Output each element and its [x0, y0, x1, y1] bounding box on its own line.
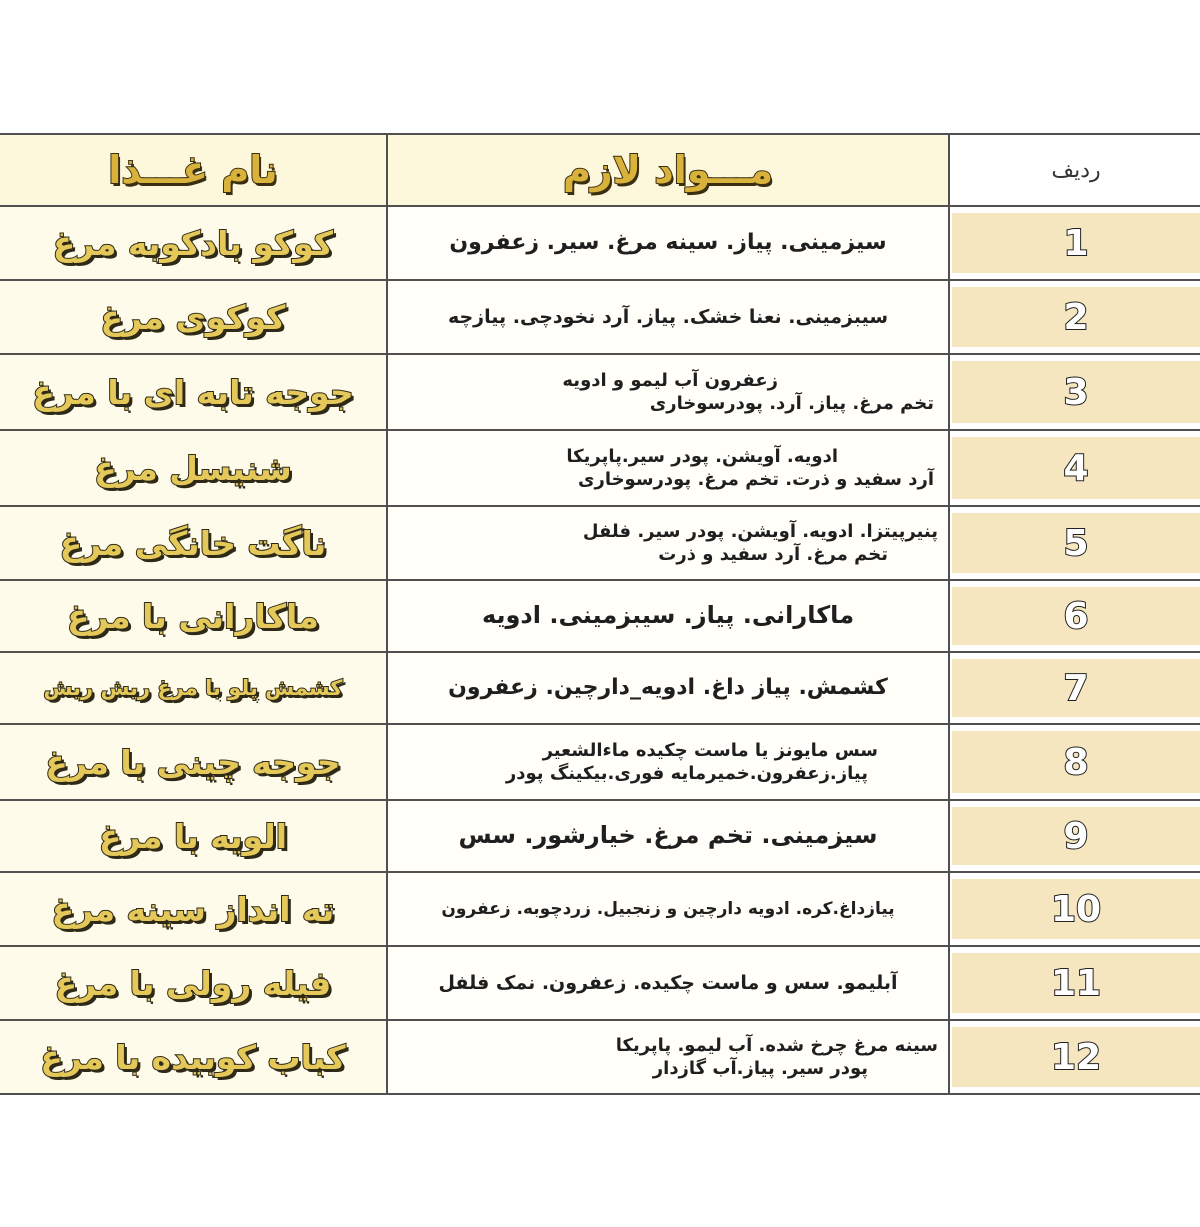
ingredients [398, 305, 938, 330]
table-row [0, 205, 1200, 279]
row-number: 7 [1063, 667, 1089, 709]
dish-name: ماکارانی با مرغ [67, 596, 319, 636]
table-row [0, 1019, 1200, 1093]
ingredients [398, 898, 938, 920]
ingredients [398, 600, 938, 631]
ingredients [398, 1034, 938, 1081]
ingredients [398, 820, 938, 851]
ingredients-line: سس مایونز یا ماست چکیده ما‌ءالشعیر [542, 739, 878, 761]
header-ingredients: مـــواد لازم [562, 148, 774, 192]
table-row [0, 723, 1200, 799]
header-ingredients-cell [388, 135, 950, 205]
row-number: 3 [1063, 371, 1089, 413]
table-row [0, 429, 1200, 505]
row-number: 4 [1063, 447, 1089, 489]
table-row [0, 799, 1200, 871]
ingredients-line: پودر سیر. پیاز.آب گازدار [652, 1058, 868, 1079]
ingredients [398, 674, 938, 703]
dish-name: ته انداز سینه مرغ [51, 889, 335, 929]
ingredients-line: سیزمینی. تخم مرغ. خیارشور. سس [458, 821, 878, 850]
ingredients-line: آرد سفید و ذرت. تخم مرغ. پودرسوخاری [577, 469, 934, 490]
table-header-row [0, 135, 1200, 205]
ingredients [398, 229, 938, 258]
row-number: 2 [1063, 296, 1089, 338]
dish-name: جوجه چینی با مرغ [45, 742, 341, 782]
ingredients [398, 445, 938, 492]
header-dish-name: نام غـــذا [108, 148, 278, 192]
ingredients-line: سیزمینی. پیاز. سینه مرغ. سیر. زعفرون [449, 229, 887, 255]
header-row-number-cell [950, 135, 1200, 205]
dish-name: کشمش پلو با مرغ ریش ریش [43, 676, 343, 700]
dish-name: کباب کوبیده با مرغ [40, 1037, 346, 1077]
ingredients [398, 369, 938, 416]
dish-name: ناگت خانگی مرغ [59, 523, 327, 563]
table-row [0, 945, 1200, 1019]
table-row [0, 651, 1200, 723]
ingredients-line: پنیرپیتزا. ادویه. آویشن. پودر سیر. فلفل [582, 520, 938, 542]
ingredients-line: پیاز.زعفرون.خمیرمایه فوری.بیکینگ پودر [505, 763, 868, 784]
ingredients-line: پیازداغ.کره. ادویه دارچین و زنجبیل. زردچوبه. زعفرون [441, 898, 895, 919]
dish-name: کوکو بادکوبه مرغ [52, 223, 334, 263]
table-row [0, 871, 1200, 945]
row-number: 10 [1050, 888, 1102, 930]
ingredients-line: تخم مرغ. پیاز. آرد. پودرسوخاری [649, 393, 934, 414]
ingredients-line: تخم مرغ. آرد سفید و ذرت [658, 544, 888, 565]
dish-name: جوجه تابه ای با مرغ [32, 372, 354, 412]
dish-name: شنیسل مرغ [94, 448, 292, 488]
ingredients [398, 971, 938, 996]
dish-name: الویه با مرغ [98, 816, 288, 856]
row-number: 11 [1050, 962, 1102, 1004]
header-row-number: ردیف [1051, 157, 1101, 183]
dish-name: کوکوی مرغ [100, 297, 286, 337]
ingredients [398, 520, 938, 567]
ingredients-line: سیبزمینی. نعنا خشک. پیاز. آرد نخودچی. پیازچه [447, 305, 889, 328]
header-dish-name-cell [0, 135, 388, 205]
table-row [0, 505, 1200, 579]
row-number: 8 [1063, 741, 1089, 783]
ingredients-line: ماکارانی. پیاز. سیبزمینی. ادویه [481, 601, 855, 630]
row-number: 9 [1063, 815, 1089, 857]
row-number: 5 [1063, 522, 1089, 564]
row-number: 6 [1063, 595, 1089, 637]
recipes-table [0, 133, 1200, 1095]
ingredients-line: کشمش. پیاز داغ. ادویه_دارچین. زعفرون [448, 674, 888, 700]
ingredients-line: آبلیمو. سس و ماست چکیده. زعفرون. نمک فلفل [438, 971, 898, 994]
table-row [0, 579, 1200, 651]
row-number: 1 [1063, 222, 1089, 264]
dish-name: فیله رولی با مرغ [54, 963, 332, 1003]
ingredients-line: ادویه. آویشن. پودر سیر.پاپریکا [566, 445, 838, 467]
table-row [0, 353, 1200, 429]
row-number: 12 [1050, 1036, 1102, 1078]
ingredients [398, 739, 938, 786]
ingredients-line: سینه مرغ چرخ شده. آب لیمو. پاپریکا [615, 1034, 938, 1056]
ingredients-line: زعفرون آب لیمو و ادویه [562, 369, 778, 391]
table-row [0, 279, 1200, 353]
